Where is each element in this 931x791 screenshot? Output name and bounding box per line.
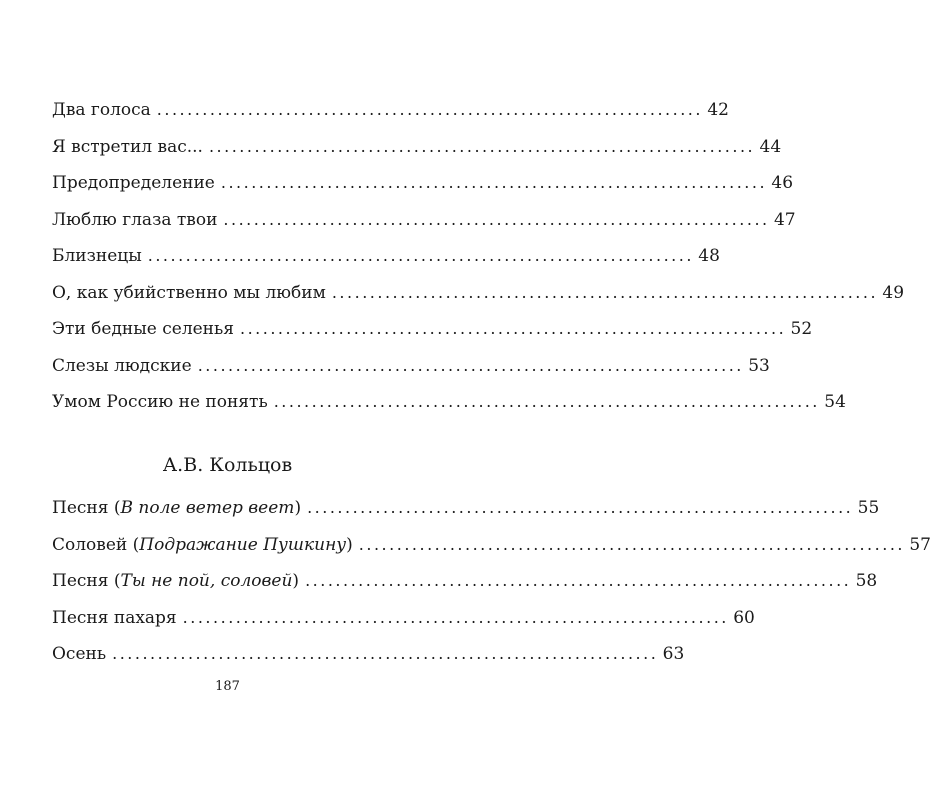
toc-list-koltsov — [52, 496, 931, 679]
toc-entry-page: 54 — [824, 392, 846, 412]
toc-entry-title: Я встретил вас... — [52, 136, 203, 157]
toc-entry — [52, 208, 796, 245]
dot-leader: ........................................................................ — [331, 282, 879, 302]
toc-entry-title: Предопределение — [52, 173, 215, 193]
toc-entry-title: Люблю глаза твои — [52, 209, 218, 230]
toc-entry — [52, 390, 846, 427]
toc-list-tyutchev — [52, 98, 905, 427]
toc-entry-title: Эти бедные селенья — [52, 319, 234, 339]
toc-entry-title — [52, 569, 299, 593]
toc-entry-title: Осень — [52, 644, 107, 664]
section-heading: А.В. Кольцов — [162, 454, 293, 476]
toc-entry — [52, 281, 905, 318]
toc-entry-title: Умом Россию не понять — [52, 392, 268, 412]
toc-entry — [52, 569, 878, 606]
toc-entry-page: 57 — [909, 534, 931, 555]
toc-entry-title — [52, 533, 353, 557]
dot-leader: ........................................................................ — [112, 644, 659, 663]
toc-entry — [52, 244, 720, 281]
toc-entry — [52, 135, 782, 172]
toc-entry — [52, 98, 729, 135]
toc-entry-page: 48 — [698, 246, 720, 266]
toc-entry-title — [52, 496, 301, 520]
toc-entry-title-text: Соловей ( — [52, 534, 140, 555]
toc-entry-title-text: Песня ( — [52, 498, 121, 518]
toc-entry-subtitle: В поле ветер веет — [120, 498, 295, 518]
toc-entry — [52, 496, 880, 533]
dot-leader: ........................................................................ — [182, 607, 729, 627]
toc-entry-page: 58 — [855, 571, 878, 591]
toc-entry-close-paren: ) — [294, 498, 302, 518]
toc-entry-page: 52 — [790, 319, 813, 339]
toc-entry-page: 47 — [773, 209, 796, 230]
page-number: 187 — [215, 679, 240, 694]
toc-entry-page: 49 — [882, 282, 905, 303]
toc-entry-page: 42 — [707, 100, 729, 120]
toc-entry-page: 53 — [748, 355, 770, 376]
dot-leader: ........................................................................ — [273, 392, 820, 411]
toc-entry-close-paren: ) — [292, 571, 300, 591]
toc-entry — [52, 317, 813, 354]
toc-entry-close-paren: ) — [346, 534, 353, 555]
toc-entry-title: Песня пахаря — [52, 607, 177, 628]
toc-entry-subtitle: Ты не пой, соловей — [120, 571, 293, 591]
toc-entry-title-text: Песня ( — [52, 571, 121, 591]
dot-leader: ........................................................................ — [240, 319, 787, 338]
dot-leader: ........................................................................ — [307, 498, 854, 517]
toc-entry-subtitle: Подражание Пушкину — [139, 534, 347, 555]
toc-entry-page: 60 — [733, 607, 755, 628]
dot-leader: ........................................................................ — [197, 355, 744, 375]
toc-entry-title: Два голоса — [52, 100, 151, 120]
dot-leader: ........................................................................ — [156, 100, 703, 119]
dot-leader: ........................................................................ — [220, 173, 768, 192]
toc-entry-page: 44 — [759, 136, 782, 157]
toc-entry — [52, 171, 794, 208]
toc-entry-page: 46 — [771, 173, 794, 193]
toc-entry-page: 63 — [662, 644, 685, 664]
dot-leader: ........................................................................ — [208, 136, 756, 156]
toc-entry — [52, 642, 685, 679]
toc-entry-page: 55 — [857, 498, 880, 518]
toc-entry-title: Слезы людские — [52, 355, 192, 376]
toc-entry-title: Близнецы — [52, 246, 142, 266]
dot-leader: ........................................................................ — [147, 246, 694, 265]
dot-leader: ........................................................................ — [358, 534, 905, 554]
toc-entry — [52, 606, 755, 643]
toc-entry-title: О, как убийственно мы любим — [52, 282, 326, 303]
toc-entry — [52, 354, 770, 391]
dot-leader: ........................................................................ — [223, 209, 770, 229]
toc-entry — [52, 533, 931, 570]
dot-leader: ........................................................................ — [305, 571, 852, 590]
